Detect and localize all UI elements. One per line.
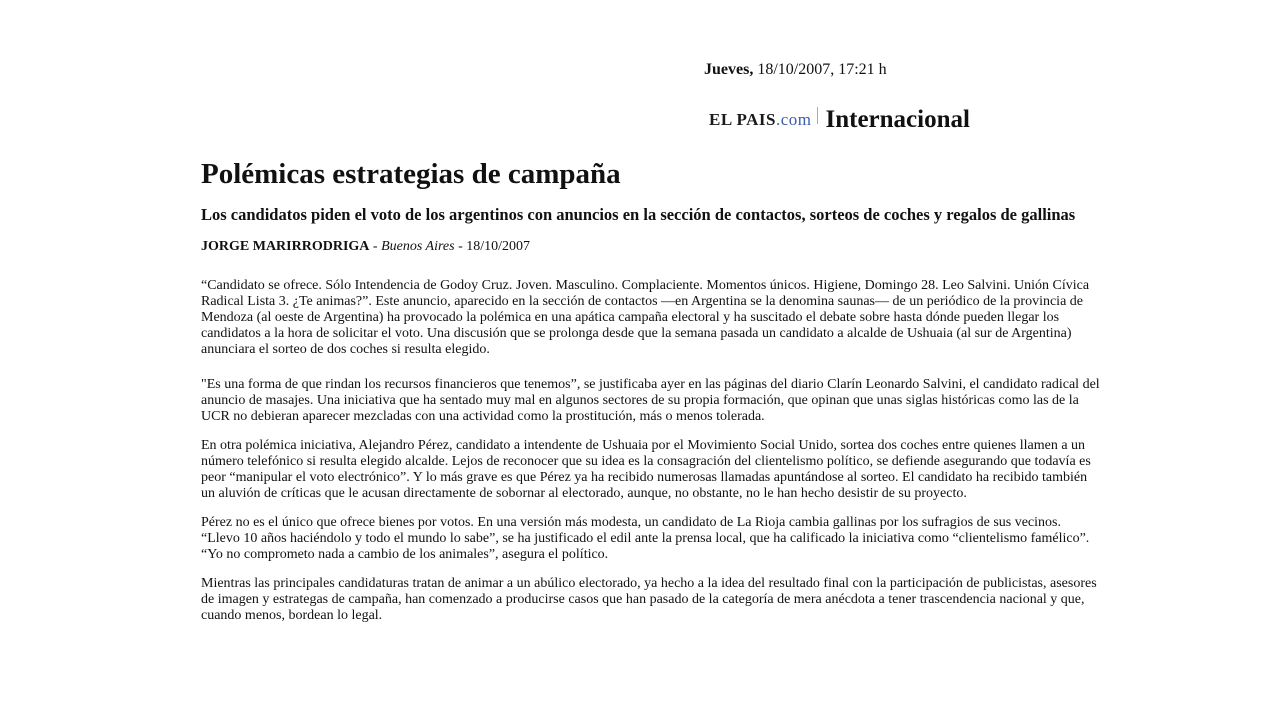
masthead-divider <box>817 107 818 124</box>
byline-author: JORGE MARIRRODRIGA <box>201 239 370 254</box>
article-byline <box>201 238 1101 256</box>
elpais-logo[interactable] <box>709 110 812 130</box>
byline-date: 18/10/2007 <box>466 239 531 254</box>
article-paragraph: En otra polémica iniciativa, Alejandro Pérez, candidato a intendente de Ushuaia por el Movimiento Social Unido, sortea dos coches entre quienes llamen a un número telefónico si resulta elegido alcalde. Lejos de reconocer que su idea es la consagración del clientelismo político, se defiende asegurando que todavía es peor “manipular el voto electrónico”. Y lo más grave es que Pérez ya ha recibido numerosas llamadas apuntándose al sorteo. El candidato ha recibido también un aluvión de críticas que le acusan directamente de sobornar al electorado, aunque, no obstante, no le han hecho desistir de su proyecto. <box>201 438 1091 501</box>
logo-main: EL PAIS <box>709 110 776 129</box>
byline-place: Buenos Aires <box>381 239 455 254</box>
section-name[interactable]: Internacional <box>825 106 970 133</box>
article-subheadline: Los candidatos piden el voto de los argentinos con anuncios en la sección de contactos, sorteos de coches y regalos de gallinas <box>201 205 1076 224</box>
masthead <box>709 101 970 133</box>
article-paragraph: “Candidato se ofrece. Sólo Intendencia de Godoy Cruz. Joven. Masculino. Complaciente. Momentos únicos. Higiene, Domingo 28. Leo Salvini. Unión Cívica Radical Lista 3. ¿Te animas?”. Este anuncio, aparecido en la sección de contactos —en Argentina se la denomina saunas— de un periódico de la provincia de Mendoza (al oeste de Argentina) ha provocado la polémica en una apática campaña electoral y ha suscitado el debate sobre hasta dónde pueden llegar los candidatos a la hora de solicitar el voto. Una discusión que se prolonga desde que la semana pasada un candidato a alcalde de Ushuaia (al sur de Argentina) anunciara el sorteo de dos coches si resulta elegido. <box>201 278 1090 357</box>
dateline-day: Jueves, <box>704 61 754 78</box>
logo-suffix: .com <box>775 110 812 129</box>
article-dateline <box>704 61 887 79</box>
article-body <box>201 278 1101 624</box>
article-paragraph: Mientras las principales candidaturas tratan de animar a un abúlico electorado, ya hecho a la idea del resultado final con la participación de publicistas, asesores de imagen y estrategas de campaña, han comenzado a producirse casos que han pasado de la categoría de mera anécdota a tener trascendencia nacional y que, cuando menos, bordean lo legal. <box>201 576 1097 623</box>
dateline-datetime: 18/10/2007, 17:21 h <box>753 61 887 78</box>
article-headline: Polémicas estrategias de campaña <box>201 158 621 190</box>
article <box>201 155 1101 624</box>
article-paragraph: Pérez no es el único que ofrece bienes por votos. En una versión más modesta, un candidato de La Rioja cambia gallinas por los sufragios de sus vecinos. “Llevo 10 años haciéndolo y todo el mundo lo sabe”, se ha justificado el edil ante la prensa local, que ha calificado la iniciativa como “clientelismo famélico”. “Yo no comprometo nada a cambio de los animales”, asegura el político. <box>201 515 1090 562</box>
article-paragraph: "Es una forma de que rindan los recursos financieros que tenemos”, se justificaba ayer en las páginas del diario Clarín Leonardo Salvini, el candidato radical del anuncio de masajes. Una iniciativa que ha sentado muy mal en algunos sectores de su propia formación, que opinan que unas siglas históricas como las de la UCR no debieran aparecer mezcladas con una actividad como la prostitución, más o menos tolerada. <box>201 377 1100 424</box>
byline-separator: - <box>369 239 382 254</box>
byline-separator: - <box>454 239 467 254</box>
